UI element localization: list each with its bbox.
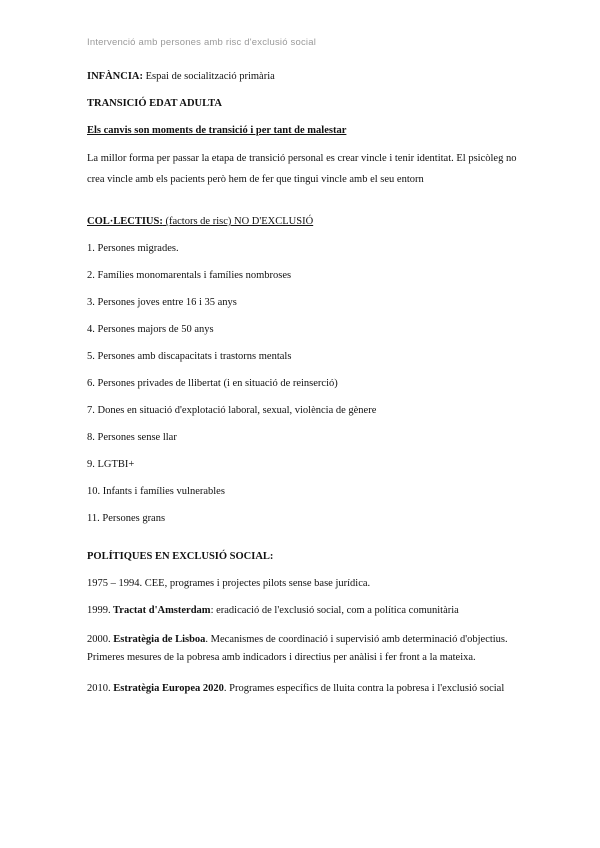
policy-name: Estratègia Europea 2020 [110,683,224,694]
list-item: 4. Persones majors de 50 anys [87,324,214,335]
list-item: 1. Persones migrades. [87,243,179,254]
collectius-text: (factors de risc) NO D'EXCLUSIÓ [162,216,314,227]
transicio-paragraph: La millor forma per passar la etapa de transició personal es crear vincle i tenir identitat. El psicòleg no crea vincle amb els pacients però hem de fer que tingui vincle amb el seu entorn [87,153,517,185]
policy-text: . Programes específics de lluita contra la pobresa i l'exclusió social [223,683,505,694]
policy-item [87,680,527,698]
list-item: 2. Famílies monomarentals i famílies nombroses [87,270,292,281]
list-item: 10. Infants i famílies vulnerables [87,486,225,497]
policy-text: : eradicació de l'exclusió social, com a política comunitària [210,605,459,616]
running-header: Intervenció amb persones amb risc d'exclusió social [87,37,317,48]
list-item: 3. Persones joves entre 16 i 35 anys [87,297,237,308]
infancia-line [87,70,527,84]
policy-name: Tractat d'Amsterdam [110,605,211,616]
list-item: 6. Persones privades de llibertat (i en situació de reinserció) [87,378,338,389]
infancia-text: Espai de socialització primària [143,71,275,82]
list-item: 11. Persones grans [87,513,166,524]
policy-year: 1975 – 1994. [87,578,143,589]
policy-year: 2000. [87,634,111,645]
policy-item [87,631,527,667]
collectius-label: COL·LECTIUS: [87,216,163,227]
policy-year: 2010. [87,683,111,694]
list-item: 9. LGTBI+ [87,459,135,470]
list-item: 7. Dones en situació d'explotació laboral, sexual, violència de gènere [87,405,377,416]
policy-text: CEE, programes i projectes pilots sense base jurídica. [142,578,371,589]
policy-name: Estratègia de Lisboa [110,634,206,645]
canvis-heading: Els canvis son moments de transició i per tant de malestar [87,125,347,136]
list-item: 5. Persones amb discapacitats i trastorns mentals [87,351,292,362]
policy-year: 1999. [87,605,111,616]
collectius-list [87,242,527,526]
collectius-line [87,215,527,229]
transicio-heading: TRANSICIÓ EDAT ADULTA [87,98,222,109]
list-item: 8. Persones sense llar [87,432,177,443]
infancia-label: INFÀNCIA: [87,71,143,82]
policy-item [87,577,527,591]
politiques-heading: POLÍTIQUES EN EXCLUSIÓ SOCIAL: [87,551,274,562]
policy-item [87,604,527,618]
policy-text: . Mecanismes de coordinació i supervisió amb determinació d'objectius. Primeres mesures de la pobresa amb indicadors i directius per anàlisi i fer front a la mateixa. [87,634,508,663]
document-body [87,70,527,698]
